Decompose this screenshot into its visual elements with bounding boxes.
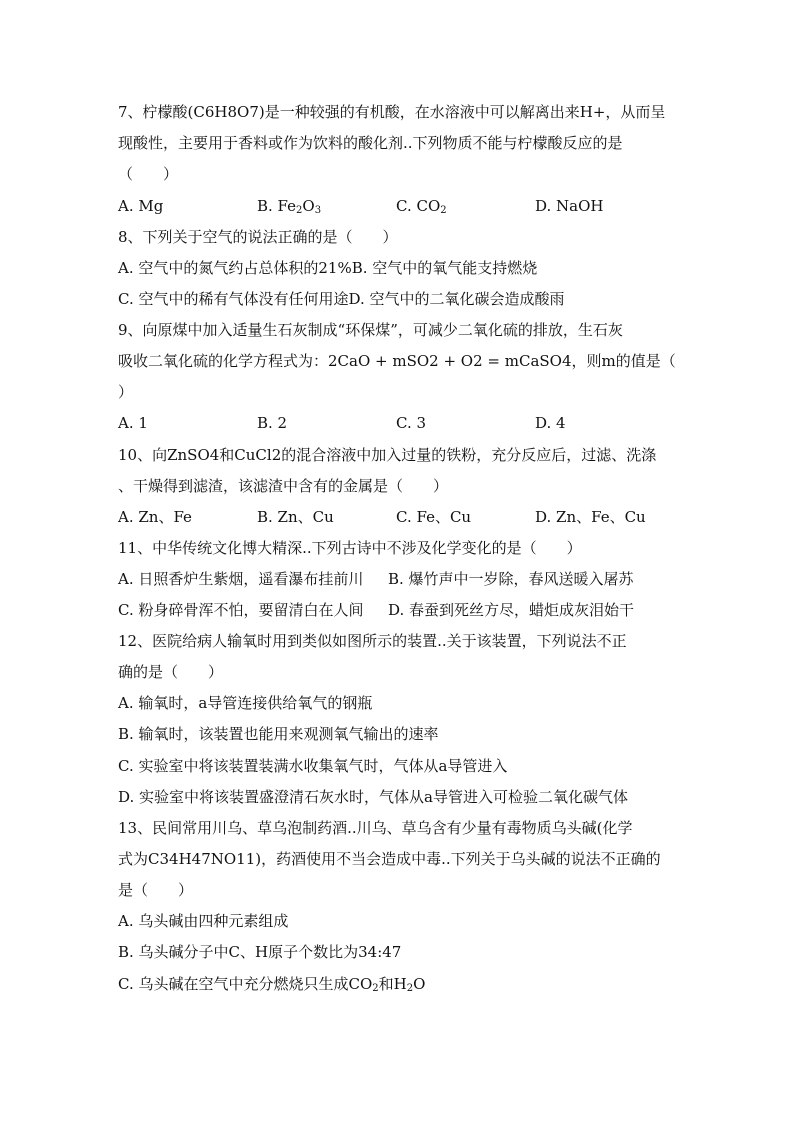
q11-option-b: B. 爆竹声中一岁除，春风送暖入屠苏 <box>388 570 634 588</box>
q13-option-c-sub-2: 2 <box>406 983 414 994</box>
q7-option-b <box>257 196 321 216</box>
q11-option-a: A. 日照香炉生紫烟，遥看瀑布挂前川 <box>118 570 364 588</box>
q13-option-c <box>118 974 425 994</box>
q8-options-cd: C. 空气中的稀有气体没有任何用途D. 空气中的二氧化碳会造成酸雨 <box>118 290 565 308</box>
q13-option-c-sub-1: 2 <box>372 983 379 994</box>
q7-option-c <box>396 196 447 216</box>
q7-option-c-sub: 2 <box>440 205 447 216</box>
q10-stem-line-1: 10、向ZnSO4和CuCl2的混合溶液中加入过量的铁粉，充分反应后，过滤、洗涤 <box>118 446 657 464</box>
q8-stem: 8、下列关于空气的说法正确的是（ ） <box>118 228 398 246</box>
q12-stem-line-2: 确的是（ ） <box>118 663 224 681</box>
q7-option-b-text: B. Fe <box>257 197 297 215</box>
q13-option-a: A. 乌头碱由四种元素组成 <box>118 912 289 930</box>
q12-option-c: C. 实验室中将该装置装满水收集氧气时，气体从a导管进入 <box>118 757 508 775</box>
q13-option-b: B. 乌头碱分子中C、H原子个数比为34:47 <box>118 943 402 961</box>
q7-stem-line-2: 现酸性，主要用于香料或作为饮料的酸化剂..下列物质不能与柠檬酸反应的是 <box>118 134 623 152</box>
q10-options <box>118 507 678 527</box>
q9-options <box>118 413 678 433</box>
q13-stem-line-1: 13、民间常用川乌、草乌泡制药酒..川乌、草乌含有少量有毒物质乌头碱(化学 <box>118 819 633 837</box>
q10-option-a: A. Zn、Fe <box>118 508 192 526</box>
q12-option-a: A. 输氧时，a导管连接供给氧气的钢瓶 <box>118 694 373 712</box>
q7-option-b-sub-2: 3 <box>314 205 322 216</box>
q13-stem-line-2: 式为C34H47NO11)，药酒使用不当会造成中毒..下列关于乌头碱的说法不正确的 <box>118 850 661 868</box>
q12-stem-line-1: 12、医院给病人输氧时用到类似如图所示的装置..关于该装置，下列说法不正 <box>118 632 627 650</box>
q9-stem-line-3: ） <box>118 383 134 401</box>
q12-option-d: D. 实验室中将该装置盛澄清石灰水时，气体从a导管进入可检验二氧化碳气体 <box>118 788 628 806</box>
q13-stem-line-3: 是（ ） <box>118 881 194 899</box>
q10-option-b: B. Zn、Cu <box>257 508 334 526</box>
q7-options <box>118 196 678 216</box>
q11-option-d: D. 春蚕到死丝方尽，蜡炬成灰泪始干 <box>388 601 635 619</box>
q7-option-c-text: C. CO <box>396 197 441 215</box>
q9-stem-line-2: 吸收二氧化硫的化学方程式为：2CaO + mSO2 + O2 = mCaSO4，则m的值是（ <box>118 352 676 370</box>
q9-option-c: C. 3 <box>396 414 427 432</box>
q7-option-b-sub-1: 2 <box>296 205 303 216</box>
q8-options-ab: A. 空气中的氮气约占总体积的21%B. 空气中的氧气能支持燃烧 <box>118 259 538 277</box>
q7-stem-line-1: 7、柠檬酸(C6H8O7)是一种较强的有机酸，在水溶液中可以解离出来H+，从而呈 <box>118 103 666 121</box>
q9-option-a: A. 1 <box>118 414 148 432</box>
q9-stem-line-1: 9、向原煤中加入适量生石灰制成“环保煤”，可减少二氧化硫的排放，生石灰 <box>118 321 623 339</box>
q11-option-c: C. 粉身碎骨浑不怕，要留清白在人间 <box>118 601 364 619</box>
q7-option-d: D. NaOH <box>535 197 604 215</box>
q7-option-a: A. Mg <box>118 197 164 215</box>
q10-stem-line-2: 、干燥得到滤渣，该滤渣中含有的金属是（ ） <box>118 477 449 495</box>
q11-stem: 11、中华传统文化博大精深..下列古诗中不涉及化学变化的是（ ） <box>118 539 582 557</box>
q10-option-d: D. Zn、Fe、Cu <box>535 508 646 526</box>
q13-option-c-mid: 和H <box>378 975 407 993</box>
q7-option-b-mid: O <box>302 197 315 215</box>
q9-option-d: D. 4 <box>535 414 566 432</box>
q13-option-c-post: O <box>413 975 426 993</box>
q13-option-c-text: C. 乌头碱在空气中充分燃烧只生成CO <box>118 975 373 993</box>
q9-option-b: B. 2 <box>257 414 288 432</box>
q7-stem-line-3: （ ） <box>118 165 179 183</box>
q10-option-c: C. Fe、Cu <box>396 508 472 526</box>
q12-option-b: B. 输氧时，该装置也能用来观测氧气输出的速率 <box>118 725 439 743</box>
